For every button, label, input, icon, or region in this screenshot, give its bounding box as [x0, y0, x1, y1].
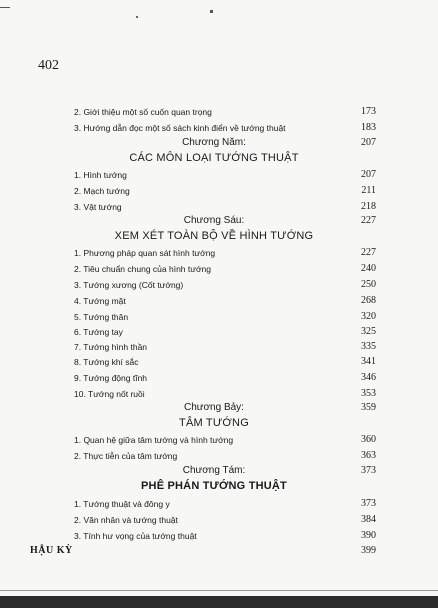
chapter-label: Chương Năm:	[182, 137, 246, 148]
toc-entry-label: 2. Mạch tướng	[74, 186, 130, 196]
toc-entry-label: 3. Tính hư vọng của tướng thuật	[74, 531, 197, 541]
toc-entry-page: 227	[361, 247, 376, 258]
toc-entry-label: 7. Tướng hình thần	[74, 342, 148, 352]
toc-entry-page: 384	[361, 514, 376, 525]
epilogue-page: 399	[361, 545, 376, 556]
toc-entry	[74, 514, 376, 526]
toc-entry-page: 183	[361, 122, 376, 133]
toc-entry	[74, 185, 376, 197]
toc-entry	[74, 388, 376, 400]
toc-entry-page: 268	[361, 295, 376, 306]
chapter-heading: CÁC MÔN LOẠI TƯỚNG THUẬT	[129, 152, 299, 164]
chapter-page: 373	[361, 465, 376, 476]
chapter-heading: XEM XÉT TOÀN BỘ VỀ HÌNH TƯỚNG	[114, 230, 314, 242]
toc-entry	[74, 372, 376, 384]
toc-entry	[74, 434, 376, 446]
toc-entry	[74, 122, 376, 134]
epilogue-label: HẬU KỲ	[30, 545, 73, 556]
toc-entry	[74, 247, 376, 259]
toc-entry-label: 2. Giới thiệu một số cuốn quan trọng	[74, 107, 212, 117]
toc-entry-label: 3. Tướng xương (Cốt tướng)	[74, 280, 184, 290]
toc-entry-label: 8. Tướng khí sắc	[74, 357, 139, 367]
toc-entry-page: 218	[361, 201, 376, 212]
toc-entry-label: 10. Tướng nốt ruồi	[74, 389, 145, 399]
chapter-label-row	[74, 402, 376, 414]
toc-entry-page: 346	[361, 372, 376, 383]
toc-entry	[74, 356, 376, 368]
toc-entry-page: 240	[361, 263, 376, 274]
toc-entry-page: 360	[361, 434, 376, 445]
scan-edge-shadow	[0, 596, 438, 608]
toc-entry-page: 335	[361, 341, 376, 352]
chapter-page: 207	[361, 137, 376, 148]
toc-entry-label: 3. Vật tướng	[74, 202, 122, 212]
toc-entry	[74, 279, 376, 291]
toc-entry	[74, 106, 376, 118]
chapter-label-row	[74, 137, 376, 149]
toc-entry-page: 341	[361, 356, 376, 367]
toc-entry	[74, 498, 376, 510]
toc-entry-label: 2. Văn nhân và tướng thuật	[74, 515, 178, 525]
toc-entry-label: 2. Tiêu chuẩn chung của hình tướng	[74, 264, 211, 274]
toc-entry-page: 211	[361, 185, 376, 196]
chapter-page: 227	[361, 215, 376, 226]
toc-entry	[74, 530, 376, 542]
chapter-page: 359	[361, 402, 376, 413]
toc-entry-label: 9. Tướng động tĩnh	[74, 373, 148, 383]
toc-entry-page: 173	[361, 106, 376, 117]
chapter-heading: TÂM TƯỚNG	[179, 417, 249, 429]
toc-entry	[74, 295, 376, 307]
toc-entry	[74, 169, 376, 181]
chapter-label: Chương Tám:	[182, 465, 246, 476]
toc-entry-label: 1. Hình tướng	[74, 170, 127, 180]
chapter-label: Chương Bảy:	[184, 402, 244, 413]
toc-entry-page: 363	[361, 450, 376, 461]
toc-entry	[74, 326, 376, 338]
toc-entry-page: 320	[361, 311, 376, 322]
epilogue-entry	[30, 545, 376, 557]
toc-entry-label: 1. Tướng thuật và đông y	[74, 499, 170, 509]
chapter-heading: PHÊ PHÁN TƯỚNG THUẬT	[141, 480, 287, 492]
toc-entry-page: 207	[361, 169, 376, 180]
page-number: 402	[38, 58, 59, 73]
toc-entry-label: 6. Tướng tay	[74, 327, 123, 337]
toc-entry-page: 373	[361, 498, 376, 509]
toc-entry-label: 2. Thực tiễn của tâm tướng	[74, 451, 178, 461]
toc-entry	[74, 450, 376, 462]
toc-entry-label: 4. Tướng mặt	[74, 296, 126, 306]
toc-entry	[74, 311, 376, 323]
toc-entry	[74, 201, 376, 213]
chapter-label-row	[74, 465, 376, 477]
toc-entry-label: 1. Quan hệ giữa tâm tướng và hình tướng	[74, 435, 234, 445]
toc-entry	[74, 263, 376, 275]
chapter-label-row	[74, 215, 376, 227]
chapter-label: Chương Sáu:	[183, 215, 245, 226]
page-edge-line	[0, 590, 438, 591]
toc-entry	[74, 341, 376, 353]
toc-entry-page: 325	[361, 326, 376, 337]
toc-entry-page: 390	[361, 530, 376, 541]
toc-entry-label: 1. Phương pháp quan sát hình tướng	[74, 248, 216, 258]
toc-entry-label: 5. Tướng thân	[74, 312, 129, 322]
toc-entry-page: 250	[361, 279, 376, 290]
toc-entry-label: 3. Hướng dẫn đọc một số sách kinh điển về tướng thuật	[74, 123, 286, 133]
toc-entry-page: 353	[361, 388, 376, 399]
